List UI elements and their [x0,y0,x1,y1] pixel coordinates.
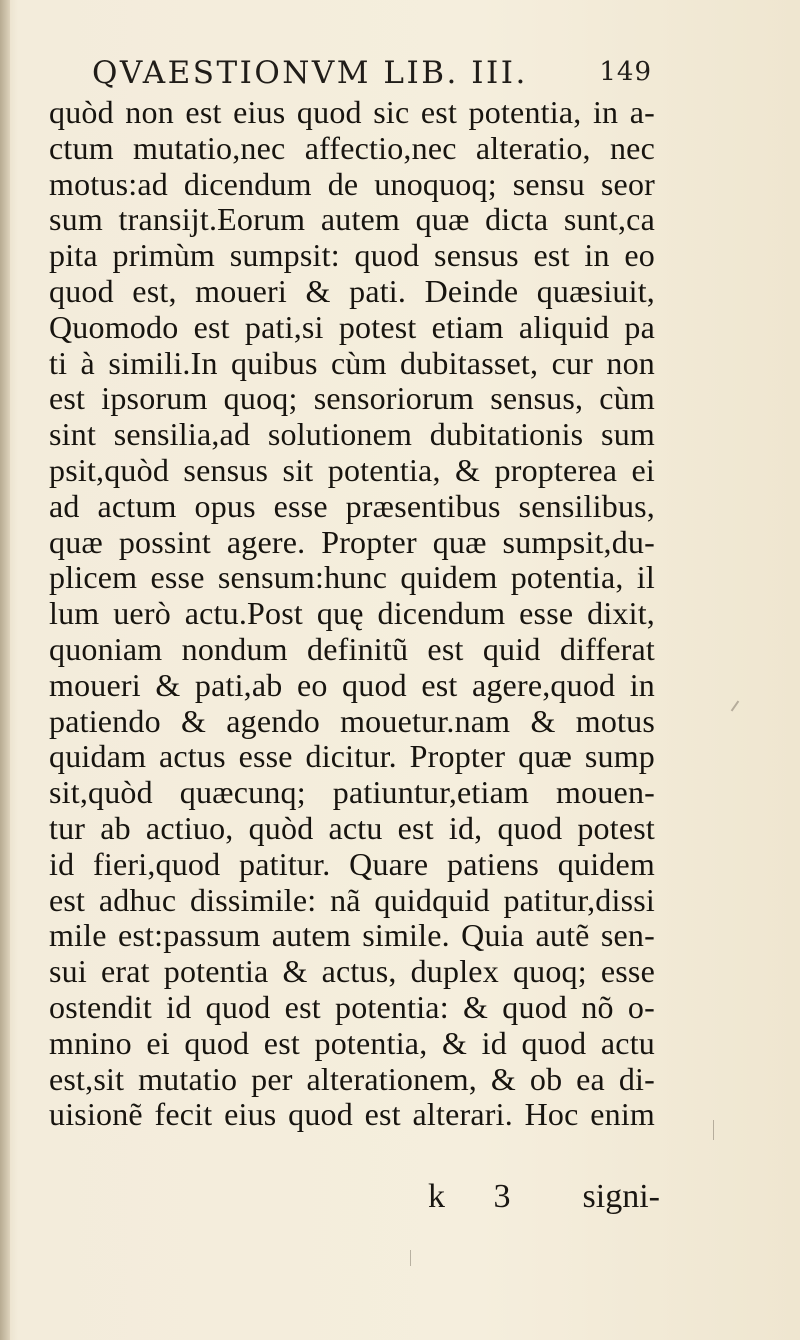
latin-text-block [49,95,655,1133]
text-line: plicem esse sensum:hunc quidem potentia, il [49,559,655,596]
text-line: est adhuc dissimile: nã quidquid patitur,dissi [49,881,655,918]
text-line: psit,quòd sensus sit potentia, & propterea ei [49,451,655,488]
page-number: 149 [599,57,652,87]
text-line: uisionẽ fecit eius quod est alterari. Hoc enim [49,1096,655,1133]
text-line: est,sit mutatio per alterationem, & ob ea di- [49,1060,655,1097]
text-line: ostendit id quod est potentia: & quod nõ o- [49,988,655,1025]
text-line: sint sensilia,ad solutionem dubitationis sum [49,416,655,453]
page-footer [420,1178,660,1223]
text-line: Quomodo est pati,si potest etiam aliquid pa [49,308,655,345]
signature-mark: k 3 [428,1178,531,1215]
text-line: quòd non est eius quod sic est potentia, in a- [49,94,655,130]
text-line: sui erat potentia & actus, duplex quoq; esse [49,953,655,990]
text-line: ad actum opus esse præsentibus sensilibus, [49,487,655,524]
text-line: patiendo & agendo mouetur.nam & motus [49,702,655,739]
text-line: id fieri,quod patitur. Quare patiens quidem [49,845,655,882]
book-spine-shadow [0,0,10,1340]
text-line: mnino ei quod est potentia, & id quod actu [49,1024,655,1061]
ink-speck [713,1120,714,1140]
text-line: ctum mutatio,nec affectio,nec alteratio, nec [49,129,655,166]
ink-speck [410,1250,411,1266]
text-line: sit,quòd quæcunq; patiuntur,etiam mouen- [49,774,655,811]
text-line: quidam actus esse dicitur. Propter quæ sump [49,738,655,775]
ink-speck [731,701,740,712]
text-line: motus:ad dicendum de unoquoq; sensu seor [49,165,655,202]
text-line: lum uerò actu.Post quę dicendum esse dixit, [49,595,655,632]
text-line: tur ab actiuo, quòd actu est id, quod potest [49,809,655,846]
catchword: signi- [582,1178,660,1215]
running-title: QVAESTIONVM LIB. III. [92,55,528,91]
page-header [92,55,652,97]
text-line: quæ possint agere. Propter quæ sumpsit,du- [49,523,655,560]
text-line: pita primùm sumpsit: quod sensus est in eo [49,237,655,274]
text-line: quod est, moueri & pati. Deinde quæsiuit, [49,272,655,309]
text-line: est ipsorum quoq; sensoriorum sensus, cùm [49,380,655,417]
text-line: moueri & pati,ab eo quod est agere,quod in [49,666,655,703]
text-line: quoniam nondum definitũ est quid differat [49,630,655,667]
text-line: mile est:passum autem simile. Quia autẽ sen- [49,917,655,954]
text-line: ti à simili.In quibus cùm dubitasset, cur non [49,344,655,381]
text-line: sum transijt.Eorum autem quæ dicta sunt,ca [49,201,655,238]
